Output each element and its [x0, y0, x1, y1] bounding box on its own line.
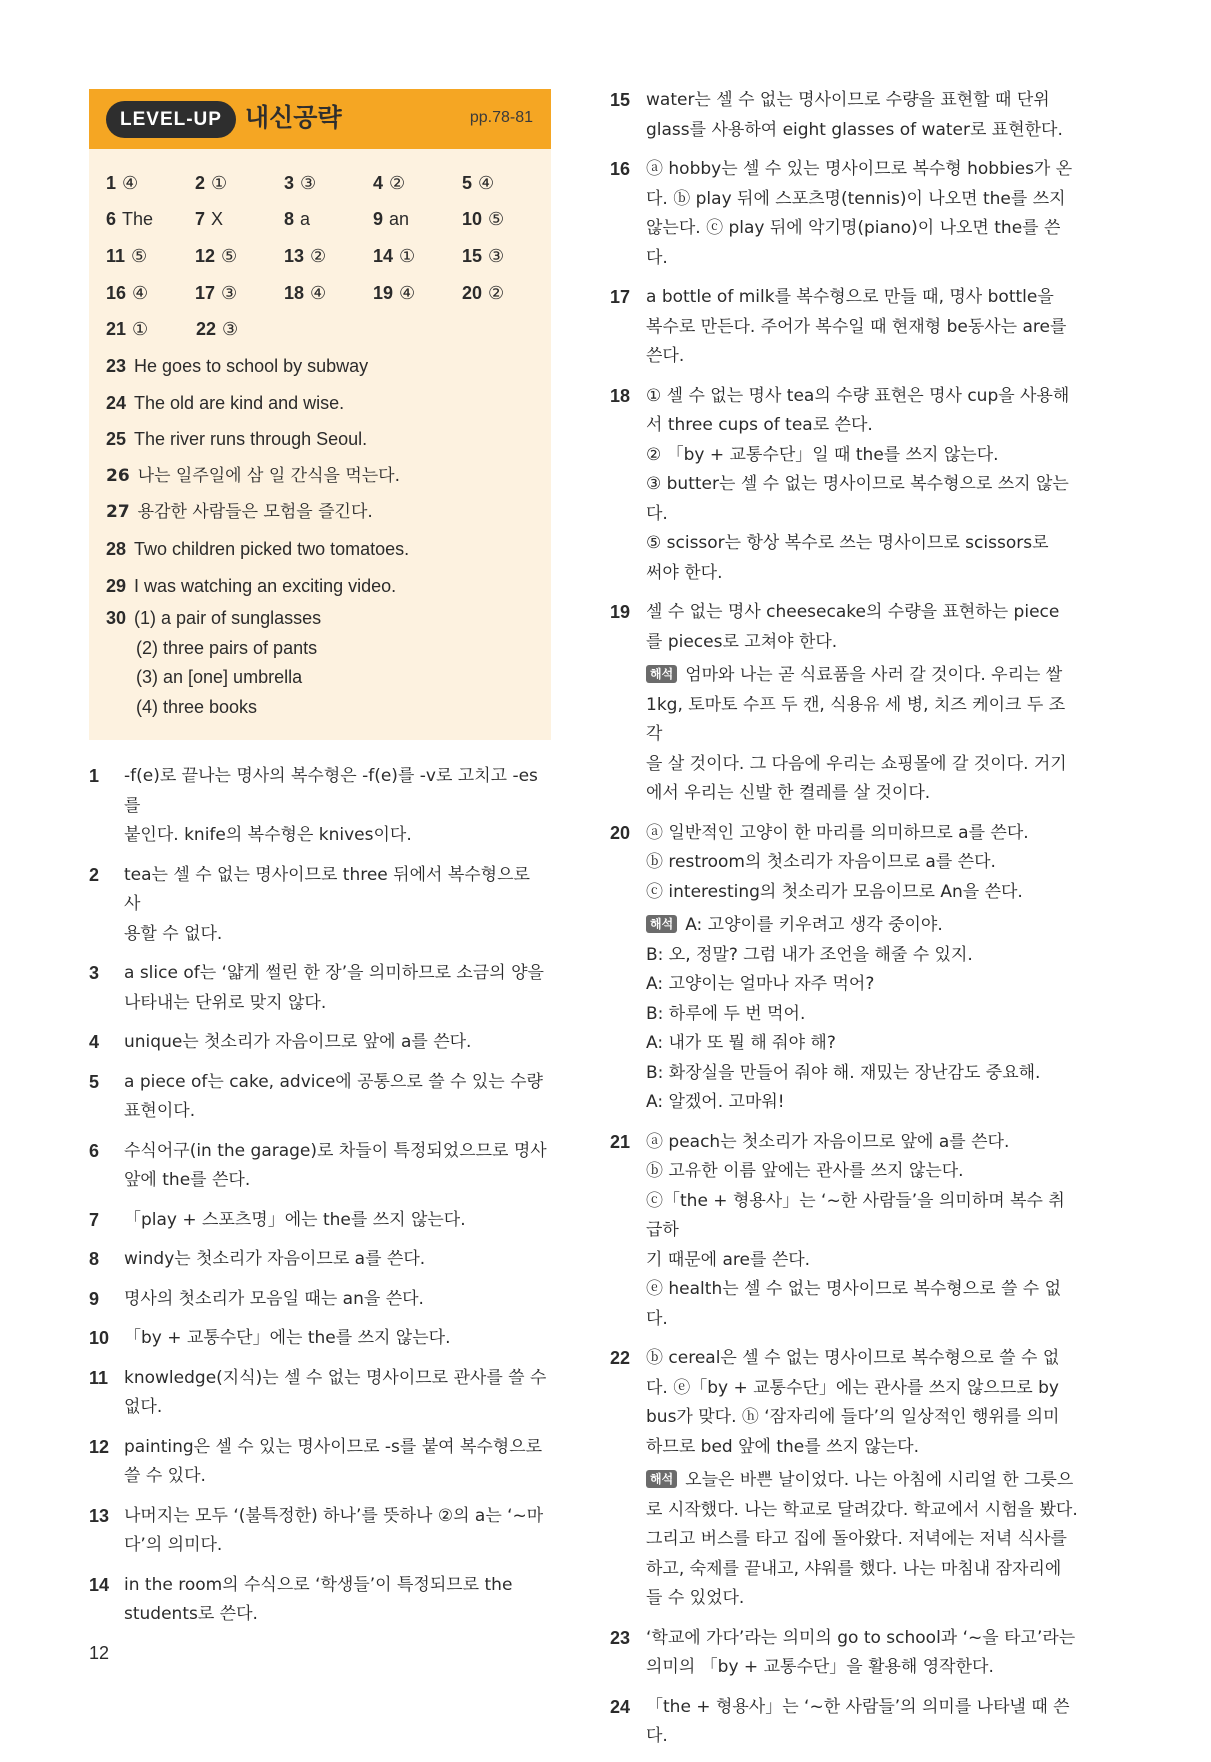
- answer-line: [89, 531, 551, 568]
- translation-text: 들 수 있었다.: [646, 1588, 745, 1608]
- explanation-line: 다’의 의미다.: [124, 1535, 223, 1556]
- answer-value: ①: [132, 319, 149, 340]
- explanation-line: knowledge(지식)는 셀 수 없는 명사이므로 관사를 쓸 수: [124, 1367, 547, 1388]
- answer-value: a: [300, 209, 311, 230]
- explanation-text: [124, 1285, 549, 1315]
- explanation-text: [124, 1502, 549, 1561]
- answer-number: 3: [284, 172, 295, 193]
- answer-number: 2: [195, 172, 206, 193]
- answer-number: 13: [284, 245, 305, 266]
- explanation-item: [89, 762, 549, 851]
- explanation-item: [89, 1245, 549, 1275]
- explanation-item: [89, 1433, 549, 1492]
- explanation-text: [646, 1624, 1080, 1683]
- answer-number: 15: [462, 245, 483, 266]
- explanation-text: [646, 1344, 1080, 1614]
- answer-30-item: [89, 693, 551, 723]
- explanation-line: ⓔ health는 셀 수 없는 명사이므로 복수형으로 쓸 수 없다.: [646, 1279, 1062, 1329]
- explanation-line: 복수로 만든다. 주어가 복수일 때 현재형 be동사는 are를: [646, 316, 1067, 337]
- explanation-item: [89, 1324, 549, 1354]
- right-column: [610, 86, 1080, 1762]
- explanation-line: 나머지는 모두 ‘(불특정한) 하나’를 뜻하나 ②의 a는 ‘~마: [124, 1505, 544, 1526]
- explanation-line: 셀 수 없는 명사 cheesecake의 수량을 표현하는 piece: [646, 602, 1060, 622]
- answer-line: [89, 494, 551, 531]
- explanation-number: 14: [89, 1574, 110, 1595]
- answer-number: 11: [106, 245, 126, 266]
- translation-label: 해석: [646, 915, 677, 933]
- explanation-line: ⓒ「the + 형용사」는 ‘~한 사람들’을 의미하며 복수 취급하: [646, 1190, 1065, 1240]
- explanation-line: students로 쓴다.: [124, 1604, 258, 1625]
- explanation-number: 17: [610, 287, 631, 307]
- explanation-line: 의미의 「by + 교통수단」을 활용해 영작한다.: [646, 1657, 994, 1677]
- translation-line: [646, 1088, 1080, 1118]
- explanation-line: 명사의 첫소리가 모음일 때는 an을 쓴다.: [124, 1288, 424, 1309]
- answer-number: 23: [106, 355, 127, 376]
- explanation-number: 20: [610, 822, 631, 843]
- explanation-line: 서 three cups of tea로 쓴다.: [646, 415, 873, 435]
- translation-text: 그리고 버스를 타고 집에 돌아왔다. 저녁에는 저녁 식사를: [646, 1529, 1067, 1549]
- answer-line: [89, 458, 551, 495]
- explanation-text: [646, 1128, 1080, 1335]
- explanation-number: 15: [610, 90, 631, 110]
- explanation-item: [89, 1068, 549, 1127]
- answer-number: 9: [373, 209, 384, 230]
- answer-value: ②: [389, 172, 406, 193]
- explanation-line: 앞에 the를 쓴다.: [124, 1170, 251, 1191]
- translation-block: [646, 911, 1080, 1118]
- answer-cell: [284, 209, 373, 230]
- explanation-line: 「the + 형용사」는 ‘~한 사람들’의 의미를 나타낼 때 쓴다.: [646, 1696, 1070, 1746]
- answer-cell: [195, 283, 284, 304]
- explanation-number: 8: [89, 1249, 100, 1270]
- explanation-line: tea는 셀 수 없는 명사이므로 three 뒤에서 복수형으로 사: [124, 864, 530, 915]
- explanation-item: [610, 598, 1080, 809]
- translation-text: 엄마와 나는 곧 식료품을 사러 갈 것이다. 우리는 쌀: [685, 665, 1063, 685]
- explanation-number: 5: [89, 1071, 100, 1092]
- translation-line: [646, 661, 1080, 691]
- page-range: pp.78-81: [469, 109, 533, 126]
- explanation-text: [124, 1571, 549, 1630]
- answer-cell: [195, 173, 284, 194]
- answer-30: [89, 604, 551, 722]
- explanation-number: 18: [610, 385, 631, 406]
- answer-line: [89, 568, 551, 605]
- explanation-number: 22: [610, 1348, 631, 1368]
- translation-text: A: 고양이는 얼마나 자주 먹어?: [646, 974, 875, 994]
- explanation-text: [646, 598, 1080, 809]
- translation-line: [646, 1029, 1080, 1059]
- translation-text: B: 오, 정말? 그럼 내가 조언을 해줄 수 있지.: [646, 944, 973, 965]
- answer-value: ⑤: [221, 245, 238, 266]
- answer-number: 14: [373, 245, 394, 266]
- answer-cell: [462, 246, 551, 267]
- answer-cell: [106, 246, 195, 267]
- explanation-number: 7: [89, 1209, 100, 1230]
- explanation-line: 를 pieces로 고쳐야 한다.: [646, 631, 838, 652]
- explanation-text: [124, 1433, 549, 1492]
- explanation-number: 23: [610, 1627, 631, 1648]
- explanation-item: [610, 86, 1080, 145]
- explanation-line: ⓐ 일반적인 고양이 한 마리를 의미하므로 a를 쓴다.: [646, 822, 1029, 843]
- explanation-line: ⓑ restroom의 첫소리가 자음이므로 a를 쓴다.: [646, 852, 996, 872]
- explanation-line: ⓐ peach는 첫소리가 자음이므로 앞에 a를 쓴다.: [646, 1131, 1010, 1152]
- translation-line: [646, 1000, 1080, 1030]
- answer-cell: [373, 246, 462, 267]
- answer-number: 20: [462, 282, 483, 303]
- explanation-number: 9: [89, 1288, 100, 1309]
- answer-grid-row: [106, 202, 551, 239]
- answer-number: 26: [106, 465, 130, 486]
- answer-number: 7: [195, 209, 206, 230]
- explanation-line: windy는 첫소리가 자음이므로 a를 쓴다.: [124, 1249, 426, 1270]
- answer-cell: [284, 173, 373, 194]
- answer-text: 나는 일주일에 삼 일 간식을 먹는다.: [137, 465, 401, 486]
- left-column: [89, 89, 549, 1640]
- answer-value: ④: [399, 282, 416, 303]
- explanation-line: ⓑ 고유한 이름 앞에는 관사를 쓰지 않는다.: [646, 1161, 964, 1181]
- explanation-line: 쓴다.: [646, 346, 685, 366]
- answer-value: ④: [122, 172, 139, 193]
- answer-text: The old are kind and wise.: [134, 392, 345, 413]
- answer-cell: [373, 283, 462, 304]
- answer-value: ②: [488, 282, 505, 303]
- explanation-text: [646, 382, 1080, 589]
- explanation-item: [89, 861, 549, 950]
- translation-line: [646, 750, 1080, 780]
- explanation-text: [646, 155, 1080, 273]
- explanation-text: [646, 86, 1080, 145]
- explanation-line: -f(e)로 끝나는 명사의 복수형은 -f(e)를 -v로 고치고 -es를: [124, 766, 538, 816]
- explanation-number: 2: [89, 864, 100, 885]
- explanation-line: ⓒ interesting의 첫소리가 모음이므로 An을 쓴다.: [646, 881, 1023, 902]
- explanation-text: [124, 1324, 549, 1354]
- explanation-item: [89, 1364, 549, 1423]
- answer-number: 22: [196, 319, 217, 340]
- explanation-text: [646, 283, 1080, 372]
- answer-value: ⑤: [488, 209, 505, 230]
- answer-number: 8: [284, 209, 295, 230]
- explanation-item: [610, 283, 1080, 372]
- explanation-number: 21: [610, 1131, 631, 1152]
- translation-text: 1kg, 토마토 수프 두 캔, 식용유 세 병, 치즈 케이크 두 조각: [646, 694, 1066, 744]
- explanation-number: 16: [610, 159, 631, 179]
- translation-text: 오늘은 바쁜 날이었다. 나는 아침에 시리얼 한 그릇으: [685, 1470, 1074, 1490]
- explanation-number: 1: [89, 766, 100, 787]
- explanation-line: 기 때문에 are를 쓴다.: [646, 1249, 811, 1270]
- explanation-number: 10: [89, 1328, 110, 1349]
- answer-text: (2) three pairs of pants: [136, 637, 318, 658]
- answer-number: 17: [195, 282, 216, 303]
- explanation-item: [610, 155, 1080, 273]
- translation-line: [646, 1496, 1080, 1526]
- answer-grid-row: [106, 165, 551, 202]
- translation-text: 하고, 숙제를 끝내고, 샤워를 했다. 나는 마침내 잠자리에: [646, 1558, 1062, 1579]
- explanation-number: 19: [610, 602, 631, 622]
- translation-text: 로 시작했다. 나는 학교로 달려갔다. 학교에서 시험을 봤다.: [646, 1499, 1078, 1520]
- explanation-text: [124, 1206, 549, 1236]
- answer-cell: [106, 209, 195, 230]
- explanation-line: water는 셀 수 없는 명사이므로 수량을 표현할 때 단위: [646, 90, 1050, 110]
- explanation-line: 하므로 bed 앞에 the를 쓰지 않는다.: [646, 1436, 920, 1457]
- explanation-line: painting은 셀 수 있는 명사이므로 -s를 붙여 복수형으로: [124, 1436, 543, 1457]
- explanation-text: [124, 762, 549, 851]
- explanation-line: 용할 수 없다.: [124, 923, 223, 944]
- answer-value: ③: [488, 245, 505, 266]
- explanation-text: [124, 861, 549, 950]
- explanation-line: bus가 맞다. ⓗ ‘잠자리에 들다’의 일상적인 행위를 의미: [646, 1407, 1060, 1427]
- explanation-line: 「by + 교통수단」에는 the를 쓰지 않는다.: [124, 1328, 451, 1349]
- explanation-text: [646, 1693, 1080, 1752]
- answer-number: 25: [106, 429, 127, 450]
- answer-number: 28: [106, 538, 127, 559]
- answer-30-item: [89, 663, 551, 693]
- explanation-line: ③ butter는 셀 수 없는 명사이므로 복수형으로 쓰지 않는다.: [646, 474, 1069, 524]
- answer-value: The: [122, 209, 154, 230]
- explanation-number: 24: [610, 1696, 631, 1717]
- translation-line: [646, 1466, 1080, 1496]
- translation-text: 에서 우리는 신발 한 켤레를 살 것이다.: [646, 783, 931, 803]
- explanation-text: [124, 1068, 549, 1127]
- translation-line: [646, 1555, 1080, 1585]
- answer-cell: [462, 283, 551, 304]
- answer-number: 27: [106, 502, 130, 523]
- answer-line: [89, 385, 551, 422]
- translation-text: 을 살 것이다. 그 다음에 우리는 쇼핑몰에 갈 것이다. 거기: [646, 753, 1067, 774]
- explanation-line: unique는 첫소리가 자음이므로 앞에 a를 쓴다.: [124, 1032, 472, 1053]
- explanation-line: 「play + 스포츠명」에는 the를 쓰지 않는다.: [124, 1209, 466, 1230]
- answer-number: 12: [195, 245, 216, 266]
- translation-text: A: 알겠어. 고마워!: [646, 1092, 785, 1112]
- answer-number: 24: [106, 392, 127, 413]
- explanation-line: 표현이다.: [124, 1101, 196, 1122]
- page-number: 12: [89, 1643, 110, 1663]
- answer-number: 10: [462, 209, 483, 230]
- left-explanations: [89, 762, 549, 1630]
- answer-cell: [106, 319, 196, 340]
- answer-cell: [462, 173, 551, 194]
- explanation-item: [89, 1571, 549, 1630]
- answer-number: 18: [284, 282, 305, 303]
- explanation-item: [89, 1028, 549, 1058]
- answer-value: X: [211, 209, 224, 230]
- explanation-item: [610, 1344, 1080, 1614]
- answer-cell: [106, 173, 195, 194]
- translation-label: 해석: [646, 665, 677, 683]
- explanation-number: 3: [89, 963, 100, 984]
- translation-block: [646, 1466, 1080, 1614]
- answer-cell: [462, 209, 551, 230]
- explanation-text: [124, 1137, 549, 1196]
- answer-line: [89, 421, 551, 458]
- answer-number: 6: [106, 209, 117, 230]
- answer-grid-row: [106, 275, 551, 312]
- explanation-text: [124, 1245, 549, 1275]
- explanation-line: a piece of는 cake, advice에 공통으로 쓸 수 있는 수량: [124, 1071, 543, 1092]
- translation-line: [646, 941, 1080, 971]
- translation-line: [646, 1525, 1080, 1555]
- answer-cell: [196, 319, 286, 340]
- answer-value: ④: [132, 282, 149, 303]
- answer-cell: [284, 246, 373, 267]
- answer-key-box: [89, 89, 551, 740]
- answer-cell: [195, 246, 284, 267]
- translation-line: [646, 1059, 1080, 1089]
- answer-number: 21: [106, 319, 127, 340]
- explanation-item: [89, 1137, 549, 1196]
- translation-text: A: 고양이를 키우려고 생각 중이야.: [685, 915, 943, 935]
- answer-number: 30: [106, 608, 127, 629]
- explanation-line: 않는다. ⓒ play 뒤에 악기명(piano)이 나오면 the를 쓴다.: [646, 218, 1061, 268]
- answer-text: He goes to school by subway: [134, 355, 369, 376]
- answer-value: ③: [222, 319, 239, 340]
- answer-30-item: [89, 634, 551, 664]
- answer-text: Two children picked two tomatoes.: [134, 538, 410, 559]
- explanation-item: [610, 1624, 1080, 1683]
- right-explanations: [610, 86, 1080, 1752]
- translation-label: 해석: [646, 1470, 677, 1488]
- answer-text: 용감한 사람들은 모험을 즐긴다.: [137, 502, 373, 523]
- answer-cell: [373, 173, 462, 194]
- answer-value: ③: [300, 172, 317, 193]
- explanation-item: [89, 1206, 549, 1236]
- answer-line: [89, 348, 551, 385]
- answer-text: I was watching an exciting video.: [134, 575, 397, 596]
- answer-number: 5: [462, 172, 473, 193]
- explanation-number: 6: [89, 1140, 100, 1161]
- explanation-line: 다. ⓑ play 뒤에 스포츠명(tennis)이 나오면 the를 쓰지: [646, 188, 1066, 209]
- answer-number: 16: [106, 282, 127, 303]
- explanation-number: 4: [89, 1032, 100, 1053]
- answer-value: ③: [221, 282, 238, 303]
- answer-number: 19: [373, 282, 394, 303]
- answer-30-item: [89, 604, 551, 634]
- answer-value: an: [389, 209, 410, 230]
- answer-text: (4) three books: [136, 696, 258, 717]
- explanation-line: ‘학교에 가다’라는 의미의 go to school과 ‘~을 타고’라는: [646, 1627, 1076, 1648]
- explanation-line: ⑤ scissor는 항상 복수로 쓰는 명사이므로 scissors로: [646, 533, 1049, 553]
- explanation-text: [646, 819, 1080, 1118]
- explanation-number: 13: [89, 1505, 110, 1526]
- explanation-line: 쓸 수 있다.: [124, 1466, 206, 1487]
- answer-value: ④: [310, 282, 327, 303]
- explanation-text: [124, 959, 549, 1018]
- explanation-item: [610, 382, 1080, 589]
- answer-cell: [284, 283, 373, 304]
- translation-text: B: 하루에 두 번 먹어.: [646, 1003, 806, 1024]
- explanation-line: 붙인다. knife의 복수형은 knives이다.: [124, 825, 412, 846]
- answer-value: ⑤: [131, 245, 148, 266]
- answer-value: ①: [399, 245, 416, 266]
- answer-text: (3) an [one] umbrella: [136, 667, 303, 688]
- answer-number: 4: [373, 172, 384, 193]
- explanation-item: [89, 1285, 549, 1315]
- explanation-item: [89, 959, 549, 1018]
- translation-line: [646, 779, 1080, 809]
- explanation-text: [124, 1028, 549, 1058]
- answer-lines: [89, 348, 551, 604]
- answer-text: (1) a pair of sunglasses: [134, 608, 322, 629]
- answer-grid-row: [106, 238, 551, 275]
- translation-block: [646, 661, 1080, 809]
- explanation-line: ⓑ cereal은 셀 수 없는 명사이므로 복수형으로 쓸 수 없: [646, 1348, 1060, 1368]
- answer-value: ②: [310, 245, 327, 266]
- explanation-line: ① 셀 수 없는 명사 tea의 수량 표현은 명사 cup을 사용해: [646, 385, 1070, 406]
- explanation-item: [610, 819, 1080, 1118]
- explanation-line: ⓐ hobby는 셀 수 있는 명사이므로 복수형 hobbies가 온: [646, 159, 1073, 179]
- explanation-line: glass를 사용하여 eight glasses of water로 표현한다.: [646, 119, 1063, 140]
- explanation-line: 없다.: [124, 1397, 163, 1418]
- answer-key-header: [89, 89, 551, 149]
- answer-cell: [373, 209, 462, 230]
- answer-value: ④: [478, 172, 495, 193]
- explanation-line: 나타내는 단위로 맞지 않다.: [124, 992, 327, 1013]
- translation-text: A: 내가 또 뭘 해 줘야 해?: [646, 1033, 836, 1053]
- answer-number: 1: [106, 172, 117, 193]
- explanation-line: 써야 한다.: [646, 562, 723, 583]
- explanation-number: 11: [89, 1367, 109, 1388]
- explanation-line: 다. ⓔ「by + 교통수단」에는 관사를 쓰지 않으므로 by: [646, 1377, 1059, 1398]
- explanation-line: a bottle of milk를 복수형으로 만들 때, 명사 bottle을: [646, 287, 1054, 307]
- explanation-line: a slice of는 ‘얇게 썰린 한 장’을 의미하므로 소금의 양을: [124, 963, 544, 984]
- answer-value: ①: [211, 172, 228, 193]
- answer-number: 29: [106, 575, 127, 596]
- translation-line: [646, 970, 1080, 1000]
- answer-text: The river runs through Seoul.: [134, 429, 368, 450]
- explanation-item: [89, 1502, 549, 1561]
- translation-line: [646, 1584, 1080, 1614]
- explanation-line: 수식어구(in the garage)로 차들이 특정되었으므로 명사: [124, 1140, 547, 1161]
- answer-cell: [106, 283, 195, 304]
- explanation-line: in the room의 수식으로 ‘학생들’이 특정되므로 the: [124, 1574, 513, 1595]
- translation-text: B: 화장실을 만들어 줘야 해. 재밌는 장난감도 중요해.: [646, 1062, 1041, 1083]
- explanation-line: ② 「by + 교통수단」일 때 the를 쓰지 않는다.: [646, 444, 999, 465]
- answer-grid: [89, 149, 551, 348]
- translation-line: [646, 911, 1080, 941]
- explanation-item: [610, 1693, 1080, 1752]
- explanation-text: [124, 1364, 549, 1423]
- level-up-badge: LEVEL-UP: [106, 101, 236, 138]
- answer-grid-row: [106, 311, 551, 348]
- answer-cell: [195, 209, 284, 230]
- section-title: 내신공략: [245, 103, 342, 132]
- explanation-item: [610, 1128, 1080, 1335]
- translation-line: [646, 691, 1080, 750]
- explanation-number: 12: [89, 1436, 110, 1457]
